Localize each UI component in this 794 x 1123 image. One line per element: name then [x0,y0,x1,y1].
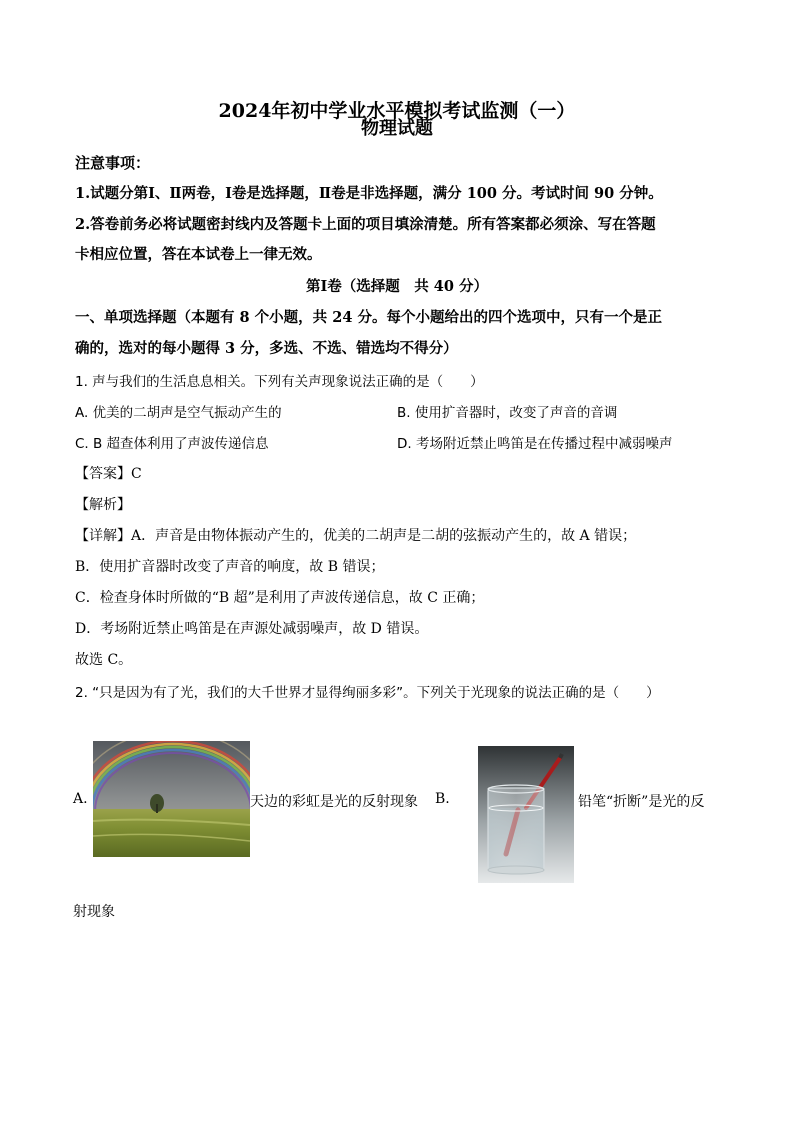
subject-title: 物理试题 [361,118,433,139]
rainbow-image [93,741,250,857]
q1-option-a: A. 优美的二胡声是空气振动产生的 [75,405,282,421]
notice-item-2-line-1: 2.答卷前务必将试题密封线内及答题卡上面的项目填涂清楚。所有答案都必须涂、写在答题 [75,216,656,233]
q1-answer [75,463,142,483]
q2-option-b-text: 铅笔“折断”是光的反 [578,794,705,810]
q1-option-b: B. 使用扩音器时，改变了声音的音调 [397,405,618,421]
q1-detail-2: B．使用扩音器时改变了声音的响度，故 B 错误； [75,559,385,575]
q2-option-b-text-continued: 射现象 [73,904,115,920]
notice-item-2-line-2: 卡相应位置，答在本试卷上一律无效。 [75,246,322,263]
q1-conclusion: 故选 C。 [75,652,133,668]
q1-detail-1: 【详解】A．声音是由物体振动产生的，优美的二胡声是二胡的弦振动产生的，故 A 错误； [75,528,637,544]
notice-item-1: 1.试题分第Ⅰ、Ⅱ两卷，Ⅰ卷是选择题，Ⅱ卷是非选择题，满分 100 分。考试时间 90 分钟。 [75,185,663,202]
section-heading: 第Ⅰ卷（选择题 共 40 分） [305,278,489,295]
q2-stem: 2. “只是因为有了光，我们的大千世界才显得绚丽多彩”。下列关于光现象的说法正确的是（ ） [75,685,660,701]
q1-detail-3: C．检查身体时所做的“B 超”是利用了声波传递信息，故 C 正确； [75,590,485,606]
pencil-in-glass-image [478,746,574,883]
q1-option-d: D. 考场附近禁止鸣笛是在传播过程中减弱噪声 [397,436,673,452]
part-heading-line-1: 一、单项选择题（本题有 8 个小题，共 24 分。每个小题给出的四个选项中，只有一个是正 [75,309,662,326]
q2-option-b-letter: B. [435,791,450,807]
q1-analysis-tag: 【解析】 [75,497,131,513]
q2-option-a-letter: A. [73,791,88,807]
answer-value: C [131,466,142,482]
part-heading-line-2: 确的，选对的每小题得 3 分，多选、不选、错选均不得分） [75,340,458,357]
q1-stem: 1. 声与我们的生活息息相关。下列有关声现象说法正确的是（ ） [75,374,484,390]
answer-tag: 【答案】 [75,466,131,482]
q1-option-c: C. B 超查体利用了声波传递信息 [75,436,269,452]
q2-option-a-text: 天边的彩虹是光的反射现象 [250,794,418,810]
notice-heading: 注意事项： [75,154,151,172]
page-title: 2024年初中学业水平模拟考试监测（一） [218,100,576,122]
q1-detail-4: D．考场附近禁止鸣笛是在声源处减弱噪声，故 D 错误。 [75,621,429,637]
